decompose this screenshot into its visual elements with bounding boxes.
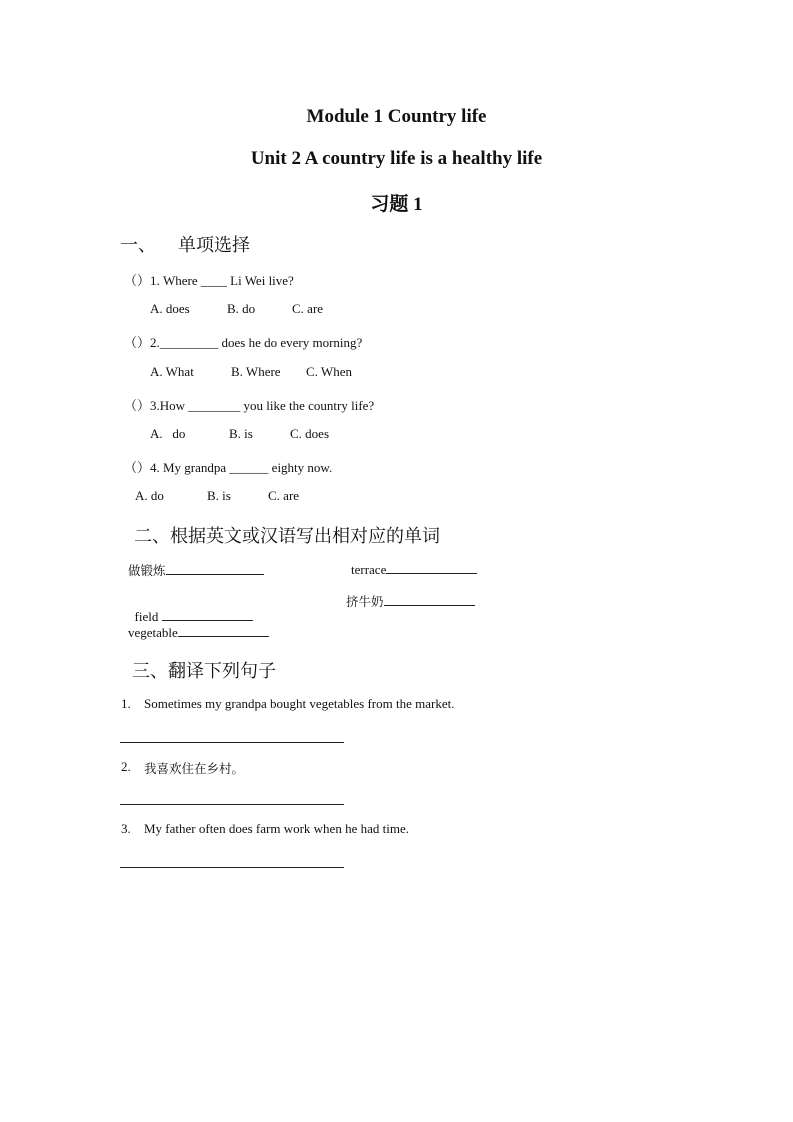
q2-option-c: C. When (306, 364, 352, 379)
answer-blank[interactable] (162, 608, 253, 621)
sentence-3: My father often does farm work when he had time. (144, 821, 409, 836)
section1-heading-number: 一、 (120, 235, 156, 256)
section1-heading: 单项选择 (178, 235, 250, 256)
word-item-field (128, 592, 253, 625)
q4-option-c: C. are (268, 488, 300, 503)
q1-option-a: A. does (150, 301, 190, 316)
q3-option-c: C. does (290, 426, 329, 441)
question-4: （）4. My grandpa ______ eighty now. (124, 460, 333, 475)
word-item-vegetable (128, 624, 269, 641)
word-label: 做锻炼 (128, 563, 166, 578)
q3-option-b: B. is (229, 426, 253, 441)
answer-line-1[interactable] (120, 742, 344, 743)
q2-option-a: A. What (150, 364, 194, 379)
answer-blank[interactable] (178, 624, 269, 637)
sentence-1: Sometimes my grandpa bought vegetables from the market. (144, 696, 455, 711)
exercise-title: 习题 1 (370, 194, 423, 215)
q3-option-a: A. do (150, 426, 186, 441)
unit-title: Unit 2 A country life is a healthy life (250, 148, 543, 169)
q4-option-b: B. is (207, 488, 231, 503)
word-label: vegetable (128, 625, 178, 640)
answer-blank[interactable] (386, 561, 477, 574)
word-label: 挤牛奶 (346, 594, 384, 609)
answer-line-3[interactable] (120, 867, 344, 868)
q1-option-c: C. are (292, 301, 324, 316)
question-3: （）3.How ________ you like the country life? (124, 398, 375, 413)
module-title: Module 1 Country life (306, 106, 487, 127)
q4-option-a: A. do (135, 488, 164, 503)
answer-line-2[interactable] (120, 804, 344, 805)
q2-option-b: B. Where (231, 364, 281, 379)
sentence-3-number: 3. (121, 821, 131, 836)
sentence-2: 我喜欢住在乡村。 (144, 761, 245, 776)
answer-blank[interactable] (166, 562, 264, 575)
section3-heading: 三、翻译下列句子 (132, 661, 276, 682)
answer-blank[interactable] (384, 593, 475, 606)
word-item-milk-cows (346, 592, 475, 610)
section2-heading: 二、根据英文或汉语写出相对应的单词 (134, 526, 440, 547)
word-item-terrace (351, 561, 477, 578)
question-2: （）2._________ does he do every morning? (124, 335, 363, 350)
sentence-1-number: 1. (121, 696, 131, 711)
word-label: terrace (351, 562, 387, 577)
word-label: field (134, 609, 162, 624)
word-item-exercise (128, 561, 264, 579)
sentence-2-number: 2. (121, 759, 131, 774)
q1-option-b: B. do (227, 301, 256, 316)
question-1: （）1. Where ____ Li Wei live? (124, 273, 294, 288)
